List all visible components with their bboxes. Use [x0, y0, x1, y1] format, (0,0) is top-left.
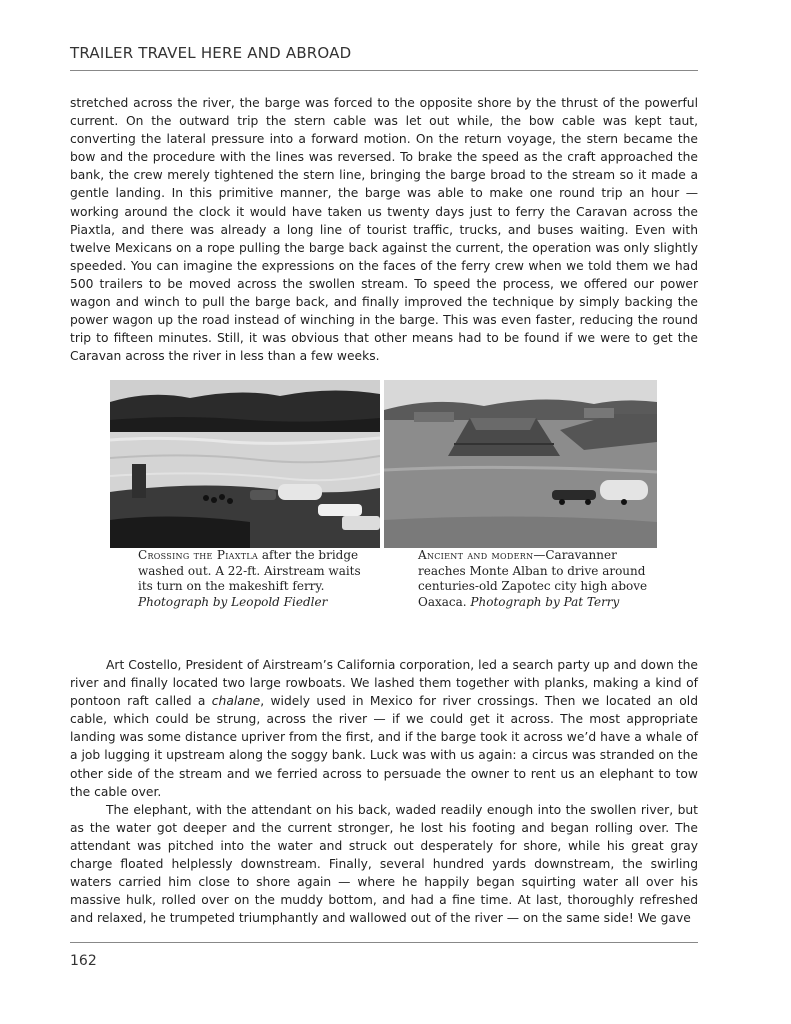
paragraph-barge: stretched across the river, the barge was forced to the opposite shore by the thrust of the powerful current. On the outward trip the stern cable was let out while, the bow cable was kept taut, converting the lateral pressure into a forward motion. On the return voyage, the stern became the bow and the procedure with the lines was reversed. To brake the speed as the craft approached the bank, the crew merely tightened the stern line, bringing the barge broad to the stream so it made a gentle landing. In this primitive manner, the barge was able to make one round trip an hour — working around the clock it would have taken us twenty days just to ferry the Caravan across the Piaxtla, and there was already a long line of tourist traffic, trucks, and buses waiting. Even with twelve Mexicans on a rope pulling the barge back against the current, the operation was only slightly speeded. You can imagine the expressions on the faces of the ferry crew when we told them we had 500 trailers to be moved across the swollen stream. To speed the process, we offered our power wagon and winch to pull the barge back, and finally improved the technique by simply backing the power wagon up the road instead of winching in the barge. This was even faster, reducing the round trip to fifteen minutes. Still, it was obvious that other means had to be found if we were to get the Caravan across the river in less than a few weeks.: [70, 96, 698, 364]
caption-lead: Ancient and modern: [418, 548, 534, 562]
caption-lead: Crossing the Piaxtla: [138, 548, 259, 562]
body-lower: [70, 656, 698, 927]
photo-monte-alban: [384, 380, 657, 548]
photo-piaxtla-crossing: [110, 380, 380, 548]
paragraph-search-party: [70, 656, 698, 801]
caption-piaxtla: [138, 548, 378, 610]
paragraph-elephant: The elephant, with the attendant on his back, waded readily enough into the swollen river, but as the water got deeper and the current stronger, he lost his footing and began rolling over. The attendant was pitched into the water and struck out desperately for shore, while his great gray charge floated helplessly downstream. Finally, several hundred yards downstream, the swirling waters carried him close to shore again — where he happily began squirting water all over his massive hulk, rolled over on the muddy bottom, and had a fine time. At last, thoroughly refreshed and relaxed, he trumpeted triumphantly and wallowed out of the river — on the same side! We gave: [70, 802, 698, 926]
header-rule: [70, 70, 698, 71]
paragraph-text: Art Costello, President of Airstream’s California corporation, led a search party up and down the river and finally located two large rowboats. We lashed them together with planks, making a kind of pontoon raft called a: [70, 658, 698, 709]
caption-text: after the bridge washed out. A 22-ft. Airstream waits its turn on the makeshift ferry.: [138, 548, 361, 593]
photo-credit: Photograph by Pat Terry: [470, 594, 620, 609]
running-header: TRAILER TRAVEL HERE AND ABROAD: [70, 44, 352, 62]
photo-credit: Photograph by Leopold Fiedler: [138, 594, 328, 609]
paragraph-text: , widely used in Mexico for river crossings. Then we located an old cable, which could be strung, across the river — if we could get it across. The most appropriate landing was some distance upriver from the first, and if the barge took it across we’d have a whale of a job lugging it upstream along the soggy bank. Luck was with us again: a circus was stranded on the other side of the stream and we ferried across to persuade the owner to rent us an elephant to tow the cable over.: [70, 694, 698, 799]
caption-monte-alban: [418, 548, 658, 610]
caption-text: —Caravanner reaches Monte Alban to drive around centuries-old Zapotec city high above Oaxaca.: [418, 548, 648, 609]
footer-rule: [70, 942, 698, 943]
italic-term: chalane: [211, 694, 261, 709]
page-number: 162: [70, 953, 97, 969]
